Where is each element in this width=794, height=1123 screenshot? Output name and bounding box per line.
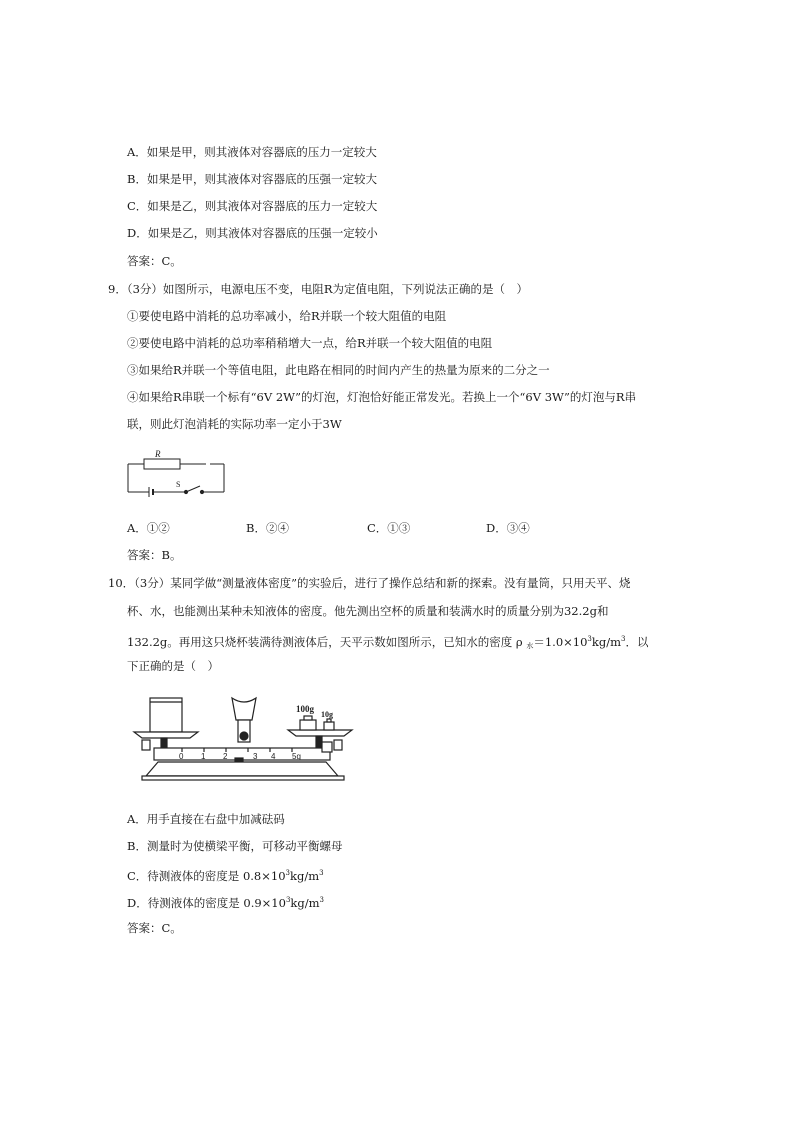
q9-statement-4: ④如果给R串联一个标有“6V 2W”的灯泡，灯泡恰好能正常发光。若换上一个“6V 3W”的灯泡与R串: [127, 390, 637, 404]
q10-density-value: ＝1.0×10: [533, 635, 588, 649]
left-pan: [134, 732, 198, 738]
q10-unit-exponent: 3: [621, 635, 626, 643]
resistor-label: R: [155, 450, 161, 459]
q8-option-c: C．如果是乙，则其液体对容器底的压力一定较大: [127, 199, 378, 213]
q8-option-b: B．如果是甲，则其液体对容器底的压强一定较大: [127, 172, 377, 186]
q10-stem-line-4: 下正确的是（ ）: [127, 659, 219, 673]
q9-statement-4-cont: 联，则此灯泡消耗的实际功率一定小于3W: [127, 417, 342, 431]
q9-statement-1: ①要使电路中消耗的总功率减小，给R并联一个较大阻值的电阻: [127, 309, 447, 323]
q9-answer: 答案：B。: [127, 548, 182, 562]
pointer-scale: [232, 698, 256, 720]
q9-statement-3: ③如果给R并联一个等值电阻，此电路在相同的时间内产生的热量为原来的二分之一: [127, 363, 550, 377]
weight-100g: [300, 720, 316, 730]
circuit-diagram: [124, 450, 228, 500]
water-subscript: 水: [526, 642, 534, 650]
q10-stem-line-3: [127, 631, 648, 654]
weight-10g-label: 10g: [321, 710, 333, 719]
left-balance-nut: [142, 740, 150, 750]
q9-option-c: C．①③: [367, 521, 411, 535]
q9-option-b: B．②④: [246, 521, 289, 535]
switch-blade: [186, 486, 200, 492]
scale-tick-3: 3: [253, 752, 258, 761]
right-balance-nut: [334, 740, 342, 750]
q8-option-a: A．如果是甲，则其液体对容器底的压力一定较大: [127, 145, 377, 159]
q10-answer: 答案：C。: [127, 921, 182, 935]
q9-statement-2: ②要使电路中消耗的总功率稍稍增大一点，给R并联一个较大阻值的电阻: [127, 336, 493, 350]
resistor-symbol: [144, 459, 180, 469]
beaker: [150, 698, 182, 732]
q10-unit: kg/m: [591, 635, 621, 649]
weight-100g-label: 100g: [296, 704, 314, 714]
q10-option-d: D．待测液体的密度是 $0.9\times 10^3kg/m^3$: [127, 896, 324, 910]
q10-option-c: C．待测液体的密度是 $0.8\times 10^3kg/m^3$: [127, 869, 324, 883]
right-pan: [288, 730, 352, 736]
q10-stem-line-1: 10．（3分）某同学做“测量液体密度”的实验后，进行了操作总结和新的探索。没有量筒，只用天平、烧: [108, 576, 631, 590]
q10-exponent: 3: [587, 635, 592, 643]
q9-option-a: A．①②: [127, 521, 170, 535]
scale-tick-2: 2: [223, 752, 228, 761]
q8-answer: 答案：C。: [127, 254, 182, 268]
weight-10g: [324, 722, 334, 730]
q10-stem-line-2: 杯、水，也能测出某种未知液体的密度。他先测出空杯的质量和装满水时的质量分别为32.2g和: [127, 604, 609, 618]
q10-option-a: A．用手直接在右盘中加减砝码: [127, 812, 285, 826]
q10-stem-line-3-pre: 132.2g。再用这只烧杯装满待测液体后，天平示数如图所示，已知水的密度 ρ: [127, 635, 527, 649]
q9-option-d: D．③④: [486, 521, 530, 535]
scale-tick-0: 0: [179, 752, 184, 761]
switch-label: S: [176, 480, 181, 489]
q10-stem-line-3-post: ．以: [625, 635, 649, 649]
scale-tick-4: 4: [271, 752, 276, 761]
balance-base: [146, 762, 338, 776]
scale-tick-5g: 5g: [292, 752, 301, 761]
balance-diagram: [128, 692, 360, 790]
q9-stem: 9．（3分）如图所示，电源电压不变，电阻R为定值电阻，下列说法正确的是（ ）: [108, 282, 529, 296]
q8-option-d: D．如果是乙，则其液体对容器底的压强一定较小: [127, 226, 378, 240]
q10-option-b: B．测量时为使横梁平衡，可移动平衡螺母: [127, 839, 343, 853]
scale-tick-1: 1: [201, 752, 206, 761]
